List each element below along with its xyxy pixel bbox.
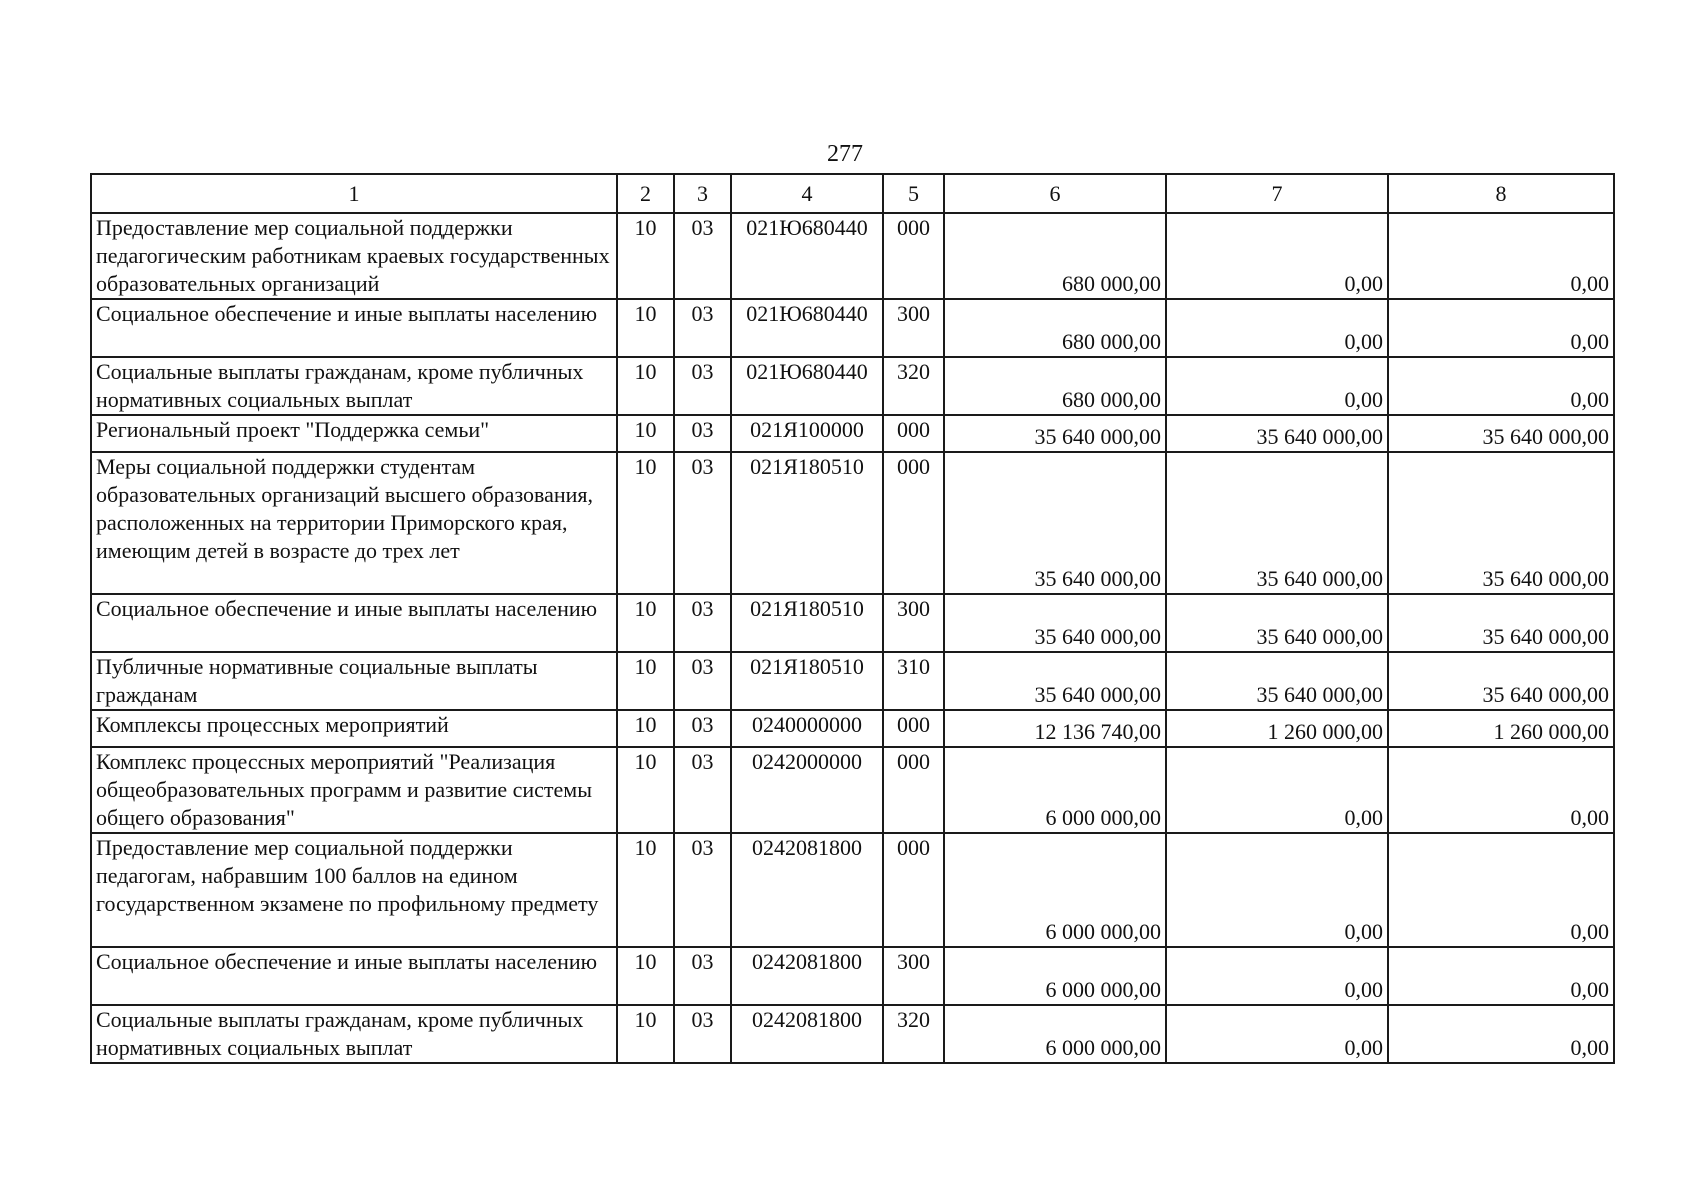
expense-type-code: 000 [883, 213, 944, 299]
amount-col7: 1 260 000,00 [1166, 710, 1388, 747]
amount-col8: 35 640 000,00 [1388, 652, 1614, 710]
amount-col6: 35 640 000,00 [944, 594, 1166, 652]
amount-col6: 6 000 000,00 [944, 947, 1166, 1005]
section-code: 10 [617, 452, 674, 594]
subsection-code: 03 [674, 357, 731, 415]
table-row [91, 947, 1614, 1005]
table-row [91, 710, 1614, 747]
amount-col8: 0,00 [1388, 357, 1614, 415]
expense-type-code: 000 [883, 833, 944, 947]
amount-col6: 35 640 000,00 [944, 452, 1166, 594]
amount-col7: 35 640 000,00 [1166, 652, 1388, 710]
column-header: 5 [883, 174, 944, 213]
column-header: 4 [731, 174, 883, 213]
section-code: 10 [617, 415, 674, 452]
section-code: 10 [617, 213, 674, 299]
amount-col8: 35 640 000,00 [1388, 594, 1614, 652]
table-header-row [91, 174, 1614, 213]
subsection-code: 03 [674, 710, 731, 747]
item-name: Комплекс процессных мероприятий "Реализация общеобразовательных программ и развитие системы общего образования" [91, 747, 617, 833]
expense-type-code: 320 [883, 357, 944, 415]
amount-col6: 35 640 000,00 [944, 652, 1166, 710]
item-name: Региональный проект "Поддержка семьи" [91, 415, 617, 452]
column-header: 3 [674, 174, 731, 213]
expense-type-code: 300 [883, 299, 944, 357]
item-name: Публичные нормативные социальные выплаты гражданам [91, 652, 617, 710]
item-name: Комплексы процессных мероприятий [91, 710, 617, 747]
subsection-code: 03 [674, 452, 731, 594]
item-name: Социальные выплаты гражданам, кроме публичных нормативных социальных выплат [91, 357, 617, 415]
amount-col6: 680 000,00 [944, 299, 1166, 357]
column-header: 8 [1388, 174, 1614, 213]
column-header: 6 [944, 174, 1166, 213]
column-header: 2 [617, 174, 674, 213]
expense-type-code: 000 [883, 710, 944, 747]
amount-col7: 0,00 [1166, 357, 1388, 415]
section-code: 10 [617, 947, 674, 1005]
table-row [91, 357, 1614, 415]
table-row [91, 594, 1614, 652]
target-article-code: 0242000000 [731, 747, 883, 833]
section-code: 10 [617, 652, 674, 710]
amount-col7: 0,00 [1166, 747, 1388, 833]
target-article-code: 021Ю680440 [731, 213, 883, 299]
amount-col6: 12 136 740,00 [944, 710, 1166, 747]
amount-col7: 35 640 000,00 [1166, 452, 1388, 594]
item-name: Предоставление мер социальной поддержки педагогическим работникам краевых государственных образовательных организаций [91, 213, 617, 299]
section-code: 10 [617, 710, 674, 747]
amount-col7: 35 640 000,00 [1166, 415, 1388, 452]
column-header: 1 [91, 174, 617, 213]
page-number: 277 [827, 141, 863, 167]
amount-col8: 0,00 [1388, 747, 1614, 833]
section-code: 10 [617, 594, 674, 652]
expense-type-code: 300 [883, 594, 944, 652]
item-name: Социальное обеспечение и иные выплаты населению [91, 299, 617, 357]
amount-col6: 680 000,00 [944, 213, 1166, 299]
amount-col6: 6 000 000,00 [944, 833, 1166, 947]
target-article-code: 021Я180510 [731, 594, 883, 652]
subsection-code: 03 [674, 1005, 731, 1063]
expense-type-code: 310 [883, 652, 944, 710]
table-row [91, 213, 1614, 299]
amount-col7: 0,00 [1166, 1005, 1388, 1063]
table-row [91, 299, 1614, 357]
subsection-code: 03 [674, 415, 731, 452]
subsection-code: 03 [674, 947, 731, 1005]
amount-col8: 0,00 [1388, 947, 1614, 1005]
item-name: Меры социальной поддержки студентам образовательных организаций высшего образования, расположенных на территории Приморского края, имеющим детей в возрасте до трех лет [91, 452, 617, 594]
amount-col7: 0,00 [1166, 833, 1388, 947]
target-article-code: 021Ю680440 [731, 299, 883, 357]
amount-col8: 0,00 [1388, 213, 1614, 299]
amount-col8: 35 640 000,00 [1388, 415, 1614, 452]
expense-type-code: 000 [883, 415, 944, 452]
amount-col6: 680 000,00 [944, 357, 1166, 415]
item-name: Предоставление мер социальной поддержки педагогам, набравшим 100 баллов на едином государственном экзамене по профильному предмету [91, 833, 617, 947]
section-code: 10 [617, 357, 674, 415]
target-article-code: 021Ю680440 [731, 357, 883, 415]
target-article-code: 0242081800 [731, 1005, 883, 1063]
table-row [91, 652, 1614, 710]
amount-col6: 35 640 000,00 [944, 415, 1166, 452]
target-article-code: 0242081800 [731, 947, 883, 1005]
section-code: 10 [617, 833, 674, 947]
expense-type-code: 300 [883, 947, 944, 1005]
table-row [91, 415, 1614, 452]
table-row [91, 833, 1614, 947]
target-article-code: 021Я180510 [731, 452, 883, 594]
section-code: 10 [617, 299, 674, 357]
item-name: Социальное обеспечение и иные выплаты населению [91, 947, 617, 1005]
section-code: 10 [617, 747, 674, 833]
item-name: Социальные выплаты гражданам, кроме публичных нормативных социальных выплат [91, 1005, 617, 1063]
target-article-code: 0240000000 [731, 710, 883, 747]
expense-type-code: 000 [883, 452, 944, 594]
target-article-code: 021Я100000 [731, 415, 883, 452]
table-row [91, 747, 1614, 833]
amount-col6: 6 000 000,00 [944, 1005, 1166, 1063]
amount-col8: 35 640 000,00 [1388, 452, 1614, 594]
amount-col8: 0,00 [1388, 1005, 1614, 1063]
subsection-code: 03 [674, 652, 731, 710]
table-row [91, 1005, 1614, 1063]
amount-col7: 35 640 000,00 [1166, 594, 1388, 652]
budget-table [90, 173, 1615, 1064]
target-article-code: 0242081800 [731, 833, 883, 947]
expense-type-code: 320 [883, 1005, 944, 1063]
table-row [91, 452, 1614, 594]
amount-col8: 1 260 000,00 [1388, 710, 1614, 747]
amount-col7: 0,00 [1166, 947, 1388, 1005]
amount-col8: 0,00 [1388, 833, 1614, 947]
subsection-code: 03 [674, 833, 731, 947]
amount-col8: 0,00 [1388, 299, 1614, 357]
subsection-code: 03 [674, 747, 731, 833]
column-header: 7 [1166, 174, 1388, 213]
subsection-code: 03 [674, 213, 731, 299]
item-name: Социальное обеспечение и иные выплаты населению [91, 594, 617, 652]
target-article-code: 021Я180510 [731, 652, 883, 710]
amount-col6: 6 000 000,00 [944, 747, 1166, 833]
expense-type-code: 000 [883, 747, 944, 833]
amount-col7: 0,00 [1166, 299, 1388, 357]
section-code: 10 [617, 1005, 674, 1063]
subsection-code: 03 [674, 299, 731, 357]
subsection-code: 03 [674, 594, 731, 652]
amount-col7: 0,00 [1166, 213, 1388, 299]
